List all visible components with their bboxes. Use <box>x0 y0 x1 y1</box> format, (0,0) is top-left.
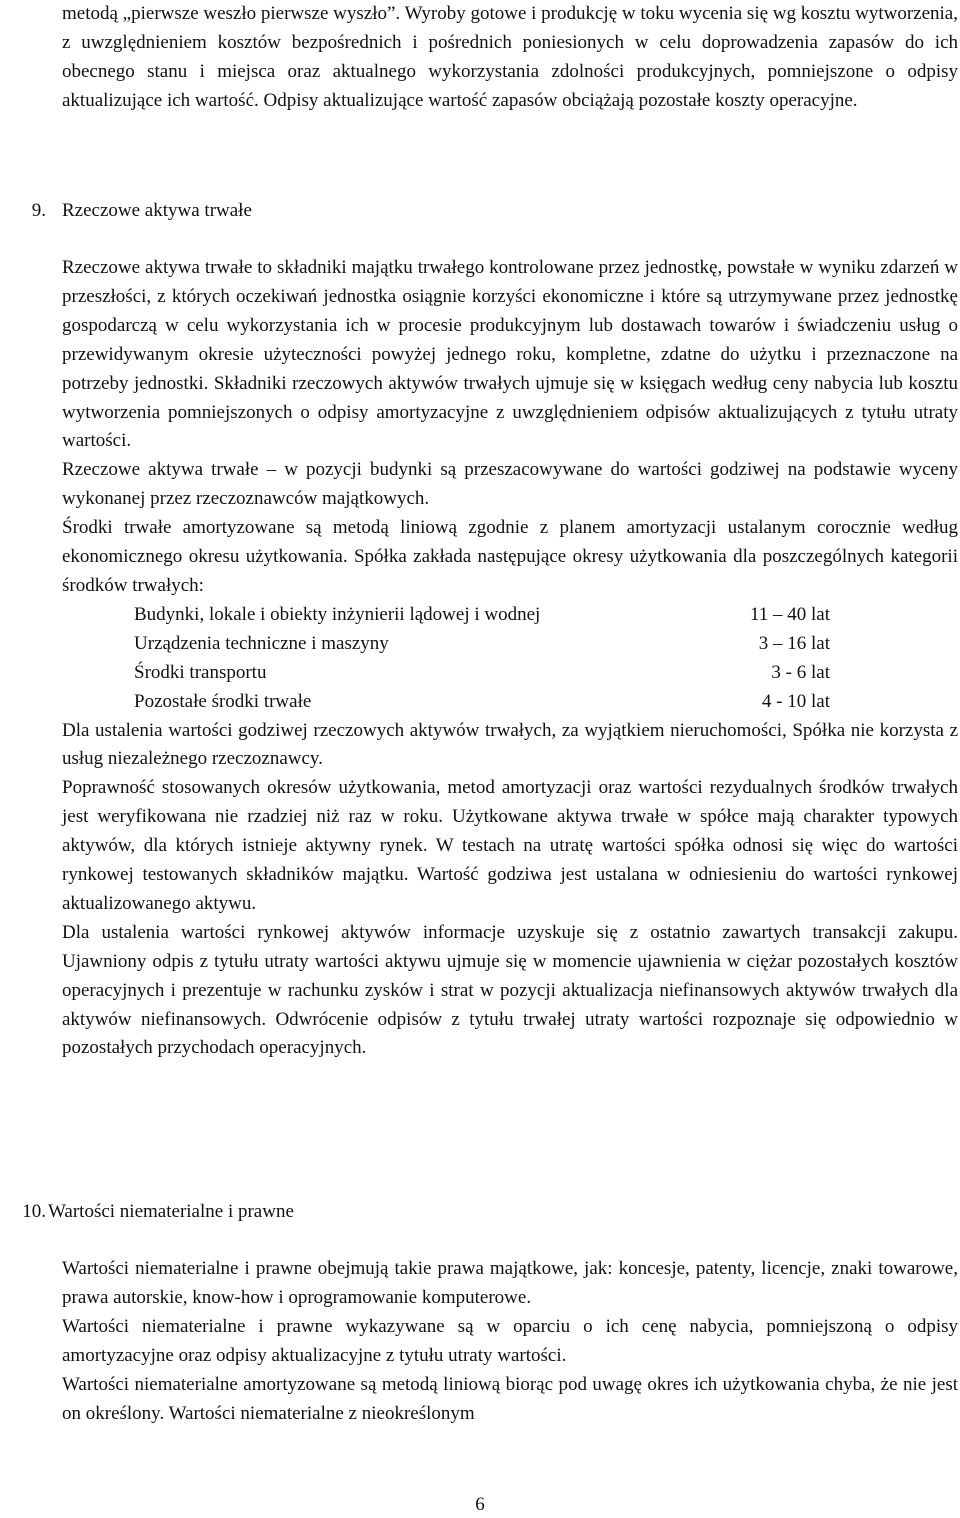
section-10-paragraph-1: Wartości niematerialne i prawne obejmują takie prawa majątkowe, jak: koncesje, patenty, licencje, znaki towarowe, prawa autorskie, know-how i oprogramowanie komputerowe. <box>62 1258 958 1308</box>
table-cell-period: 3 – 16 lat <box>758 632 830 654</box>
section-9-paragraph-2: Rzeczowe aktywa trwałe – w pozycji budynki są przeszacowywane do wartości godziwej na podstawie wyceny wykonanej przez rzeczoznawców majątkowych. <box>62 459 958 510</box>
section-9-title: Rzeczowe aktywa trwałe <box>62 200 252 221</box>
table-row <box>134 630 830 659</box>
document-page <box>22 0 958 1424</box>
section-10-paragraph-2: Wartości niematerialne i prawne wykazywane są w oparciu o ich cenę nabycia, pomniejszoną o odpisy amortyzacyjne oraz odpisy aktualizacyjne z tytułu utraty wartości. <box>62 1315 958 1366</box>
table-cell-period: 11 – 40 lat <box>749 603 830 625</box>
table-row <box>134 601 830 630</box>
section-9-number: 9. <box>31 200 46 221</box>
table-cell-period: 4 - 10 lat <box>761 690 830 712</box>
section-10-number: 10. <box>22 1201 46 1222</box>
table-cell-category: Pozostałe środki trwałe <box>134 690 312 712</box>
section-9-paragraph-1: Rzeczowe aktywa trwałe to składniki majątku trwałego kontrolowane przez jednostkę, powstałe w wyniku zdarzeń w przeszłości, z których oczekiwań jednostka osiągnie korzyści ekonomiczne i które są utrzymywane przez jednostkę gospodarczą w celu wykorzystania ich w procesie produkcyjnym lub dostawach towarów i świadczeniu usług o przewidywanym okresie użyteczności powyżej jednego roku, kompletne, zdatne do użytku i przeznaczone na potrzeby jednostki. Składniki rzeczowych aktywów trwałych ujmuje się w księgach według ceny nabycia lub kosztu wytworzenia pomniejszonych o odpisy amortyzacyjne z uwzględnieniem odpisów aktualizujących z tytułu utraty wartości. <box>62 257 958 452</box>
table-cell-period: 3 - 6 lat <box>771 661 830 683</box>
section-9-paragraph-6: Dla ustalenia wartości rynkowej aktywów informacje uzyskuje się z ostatnio zawartych transakcji zakupu. Ujawniony odpis z tytułu utraty wartości aktywu ujmuje się w momencie ujawnienia w ciężar pozostałych kosztów operacyjnych i prezentuje w rachunku zysków i strat w pozycji aktualizacja niefinansowych aktywów trwałych dla aktywów niefinansowych. Odwrócenie odpisów z tytułu trwałej utraty wartości rozpoznaje się odpowiednio w pozostałych przychodach operacyjnych. <box>62 921 958 1059</box>
table-row <box>134 688 830 717</box>
table-cell-category: Urządzenia techniczne i maszyny <box>134 632 389 654</box>
section-9-paragraph-4: Dla ustalenia wartości godziwej rzeczowych aktywów trwałych, za wyjątkiem nieruchomości, Spółka nie korzysta z usług niezależnego rzeczoznawcy. <box>62 719 958 770</box>
page-number: 6 <box>475 1494 485 1515</box>
section-9-heading <box>0 197 900 226</box>
table-cell-category: Budynki, lokale i obiekty inżynierii lądowej i wodnej <box>134 603 541 625</box>
section-9-paragraph-3: Środki trwałe amortyzowane są metodą liniową zgodnie z planem amortyzacji ustalanym corocznie według ekonomicznego okresu użytkowania. Spółka zakłada następujące okresy użytkowania dla poszczególnych kategorii środków trwałych: <box>62 517 958 596</box>
section-9-paragraph-5: Poprawność stosowanych okresów użytkowania, metod amortyzacji oraz wartości rezydualnych środków trwałych jest weryfikowana nie rzadziej niż raz w roku. Użytkowane aktywa trwałe w spółce mają charakter typowych aktywów, dla których istnieje aktywny rynek. W testach na utratę wartości spółka odnosi się więc do wartości rynkowej testowanych składników majątku. Wartość godziwa jest ustalana w odniesieniu do wartości rynkowej aktualizowanego aktywu. <box>62 777 958 914</box>
section-10-heading <box>0 1198 900 1227</box>
table-row <box>134 659 830 688</box>
section-10-title: Wartości niematerialne i prawne <box>48 1201 294 1222</box>
useful-life-table <box>134 601 830 717</box>
section-9-body <box>62 254 958 1063</box>
section-10-paragraph-3: Wartości niematerialne amortyzowane są metodą liniową biorąc pod uwagę okres ich użytkowania chyba, że nie jest on określony. Wartości niematerialne z nieokreślonym <box>62 1373 958 1424</box>
section-10-body <box>62 1255 958 1428</box>
intro-paragraph: metodą „pierwsze weszło pierwsze wyszło”. Wyroby gotowe i produkcję w toku wycenia się wg kosztu wytworzenia, z uwzględnieniem kosztów bezpośrednich i pośrednich poniesionych w celu doprowadzenia zapasów do ich obecnego stanu i miejsca oraz aktualnego wykorzystania zdolności produkcyjnych, pomniejszone o odpisy aktualizujące ich wartość. Odpisy aktualizujące wartość zapasów obciążają pozostałe koszty operacyjne. <box>62 3 958 111</box>
table-cell-category: Środki transportu <box>134 661 267 683</box>
